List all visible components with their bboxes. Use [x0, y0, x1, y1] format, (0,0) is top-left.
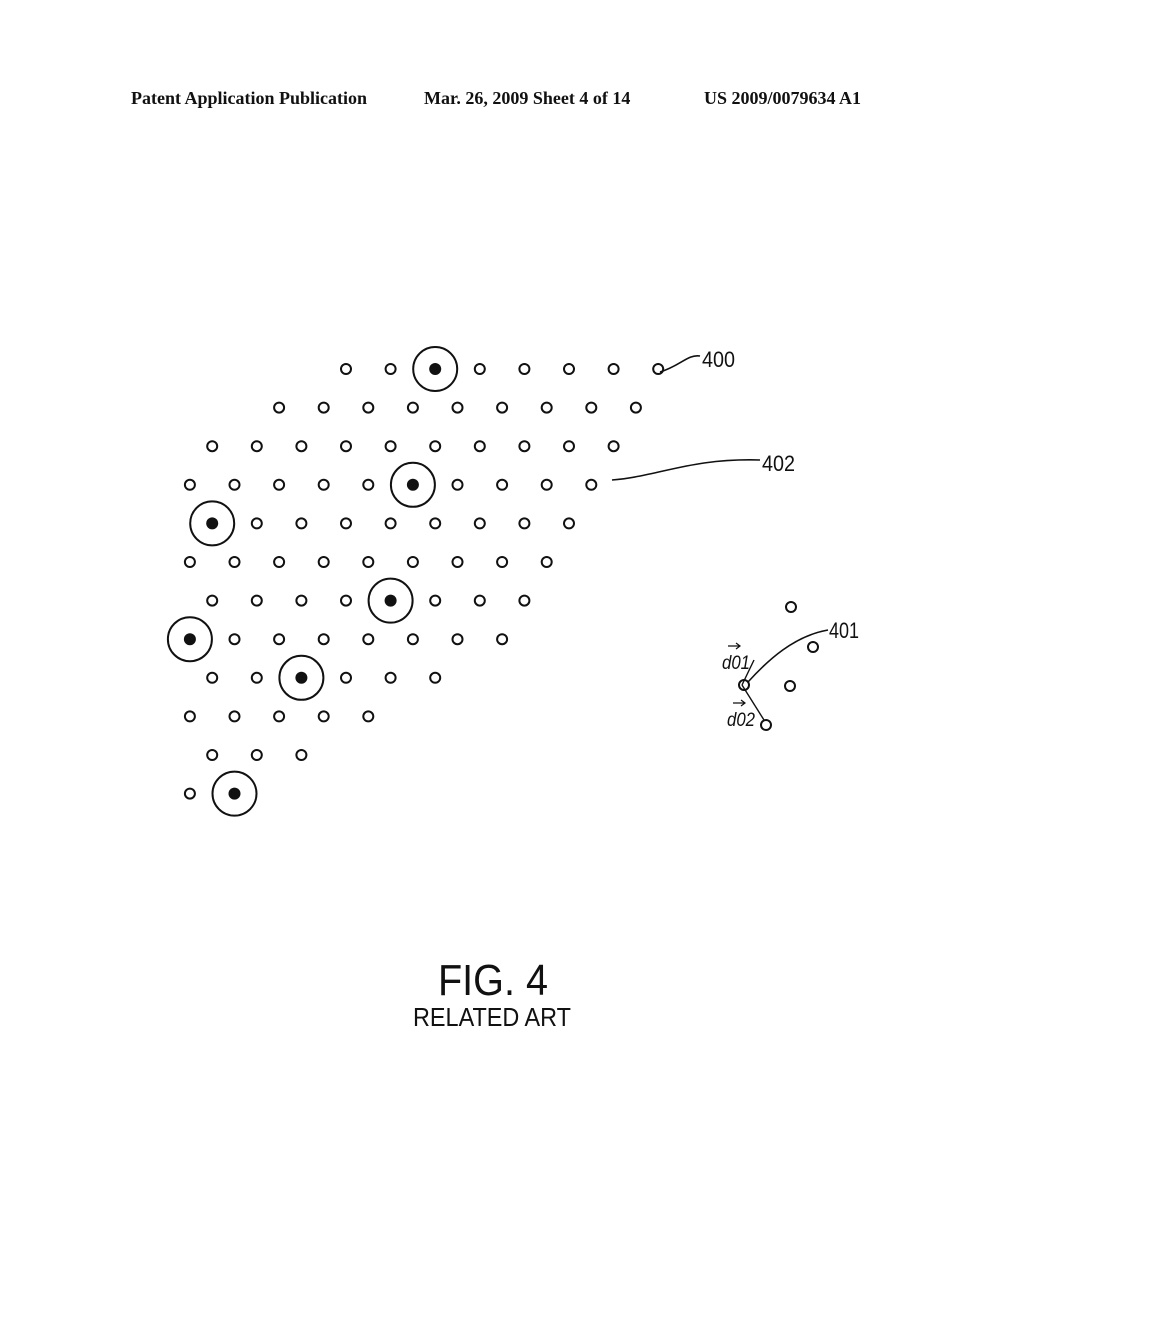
lattice-point — [274, 634, 284, 644]
pilot-dot — [407, 479, 419, 491]
lattice-point — [274, 480, 284, 490]
lattice-points — [185, 364, 818, 799]
lattice-point — [230, 711, 240, 721]
lattice-point — [363, 634, 373, 644]
lattice-point — [631, 403, 641, 413]
lattice-point — [341, 596, 351, 606]
lattice-point — [475, 596, 485, 606]
lattice-point — [296, 518, 306, 528]
lattice-point — [319, 634, 329, 644]
lattice-point — [542, 557, 552, 567]
lattice-point — [319, 403, 329, 413]
lattice-point — [408, 634, 418, 644]
lattice-point — [564, 441, 574, 451]
lattice-point — [786, 602, 796, 612]
pilot-markers — [168, 347, 457, 816]
pilot-dot — [385, 595, 397, 607]
lattice-point — [252, 441, 262, 451]
lattice-point — [453, 557, 463, 567]
lattice-point — [319, 557, 329, 567]
lattice-point — [230, 634, 240, 644]
lattice-point — [386, 441, 396, 451]
lattice-point — [408, 403, 418, 413]
lattice-point — [761, 720, 771, 730]
pilot-dot — [429, 363, 441, 375]
vector-arrow-d01 — [728, 643, 740, 649]
figure-title: FIG. 4 — [438, 956, 548, 1005]
lattice-point — [475, 518, 485, 528]
lattice-point — [230, 480, 240, 490]
lattice-point — [609, 364, 619, 374]
lattice-point — [408, 557, 418, 567]
lattice-point — [386, 364, 396, 374]
label-402: 402 — [762, 451, 795, 476]
lattice-point — [363, 403, 373, 413]
publication-label: Patent Application Publication — [131, 88, 368, 108]
label-401: 401 — [829, 618, 859, 643]
lattice-point — [274, 557, 284, 567]
lattice-point — [319, 711, 329, 721]
lattice-point — [453, 403, 463, 413]
lattice-point — [609, 441, 619, 451]
lattice-point — [274, 403, 284, 413]
leader-line-400 — [660, 356, 700, 372]
lattice-point — [319, 480, 329, 490]
lattice-point — [296, 596, 306, 606]
lattice-point — [185, 711, 195, 721]
lattice-point — [386, 518, 396, 528]
lattice-point — [564, 364, 574, 374]
lattice-point — [363, 557, 373, 567]
lattice-point — [453, 480, 463, 490]
vector-label-d01: d01 — [722, 653, 750, 674]
lattice-point — [185, 480, 195, 490]
lattice-point — [519, 596, 529, 606]
lattice-point — [363, 480, 373, 490]
lattice-point — [274, 711, 284, 721]
lattice-point — [296, 441, 306, 451]
lattice-point — [207, 750, 217, 760]
lattice-point — [653, 364, 663, 374]
pilot-dot — [184, 633, 196, 645]
lattice-point — [586, 403, 596, 413]
lattice-point — [386, 673, 396, 683]
lattice-point — [497, 634, 507, 644]
lattice-point — [252, 518, 262, 528]
lattice-point — [430, 441, 440, 451]
lattice-point — [542, 480, 552, 490]
lattice-point — [475, 364, 485, 374]
lattice-point — [808, 642, 818, 652]
lattice-point — [341, 518, 351, 528]
lattice-point — [341, 441, 351, 451]
lattice-point — [252, 673, 262, 683]
pilot-dot — [229, 788, 241, 800]
lattice-point — [497, 557, 507, 567]
vector-label-d02: d02 — [727, 710, 756, 731]
pilot-dot — [206, 517, 218, 529]
vector-arrow-d02 — [733, 700, 745, 706]
lattice-point — [341, 673, 351, 683]
lattice-point — [252, 596, 262, 606]
lattice-point — [430, 596, 440, 606]
lattice-point — [497, 480, 507, 490]
lattice-point — [564, 518, 574, 528]
label-400: 400 — [702, 347, 735, 372]
lattice-point — [519, 364, 529, 374]
lattice-point — [586, 480, 596, 490]
lattice-point — [453, 634, 463, 644]
lattice-point — [185, 789, 195, 799]
lattice-point — [185, 557, 195, 567]
lattice-point — [363, 711, 373, 721]
lattice-point — [207, 441, 217, 451]
lattice-point — [207, 673, 217, 683]
lattice-point — [542, 403, 552, 413]
leader-line-402 — [612, 460, 760, 480]
lattice-point — [341, 364, 351, 374]
leader-line-401 — [748, 630, 828, 682]
lattice-point — [207, 596, 217, 606]
lattice-point — [497, 403, 507, 413]
publication-number: US 2009/0079634 A1 — [704, 88, 862, 108]
lattice-point — [296, 750, 306, 760]
lattice-point — [475, 441, 485, 451]
figure-subtitle: RELATED ART — [413, 1002, 572, 1032]
lattice-point — [252, 750, 262, 760]
lattice-point — [519, 441, 529, 451]
date-sheet-label: Mar. 26, 2009 Sheet 4 of 14 — [424, 88, 631, 108]
lattice-point — [230, 557, 240, 567]
lattice-point — [519, 518, 529, 528]
lattice-point — [430, 518, 440, 528]
pilot-dot — [295, 672, 307, 684]
lattice-point — [785, 681, 795, 691]
lattice-point — [430, 673, 440, 683]
